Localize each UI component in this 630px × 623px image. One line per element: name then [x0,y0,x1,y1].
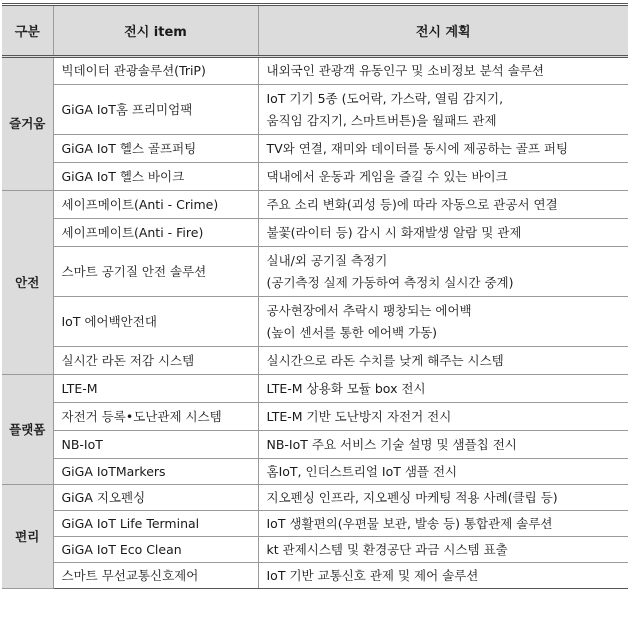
plan-cell: 주요 소리 변화(괴성 등)에 따라 자동으로 관공서 연결 [258,191,628,219]
item-cell: GiGA IoT Eco Clean [53,537,258,563]
item-cell: 스마트 무선교통신호제어 [53,563,258,589]
item-cell: GiGA IoT Life Terminal [53,511,258,537]
item-cell: GiGA IoT홈 프리미엄팩 [53,85,258,135]
table-row [2,297,628,347]
item-cell: 세이프메이트(Anti - Fire) [53,219,258,247]
table-row [2,375,628,403]
table-row [2,537,628,563]
plan-cell [258,247,628,297]
plan-cell: 실시간으로 라돈 수치를 낮게 해주는 시스템 [258,347,628,375]
table-row [2,459,628,485]
plan-cell: TV와 연결, 재미와 데이터를 동시에 제공하는 골프 퍼팅 [258,135,628,163]
table-row [2,485,628,511]
plan-cell: 홈IoT, 인더스트리얼 IoT 샘플 전시 [258,459,628,485]
item-cell: 스마트 공기질 안전 솔루션 [53,247,258,297]
table-row [2,57,628,85]
plan-cell: kt 관제시스템 및 환경공단 과금 시스템 표출 [258,537,628,563]
table-row [2,403,628,431]
plan-cell: IoT 기반 교통신호 관제 및 제어 솔루션 [258,563,628,589]
item-cell: 세이프메이트(Anti - Crime) [53,191,258,219]
item-cell: 실시간 라돈 저감 시스템 [53,347,258,375]
plan-cell: LTE-M 기반 도난방지 자전거 전시 [258,403,628,431]
plan-cell: 댁내에서 운동과 게임을 즐길 수 있는 바이크 [258,163,628,191]
item-cell: 자전거 등록•도난관제 시스템 [53,403,258,431]
table-header [2,5,628,57]
plan-line: 공사현장에서 추락시 팽창되는 에어백 [266,302,472,318]
table-row [2,431,628,459]
item-cell: NB-IoT [53,431,258,459]
header-plan: 전시 계획 [258,5,628,57]
table-row [2,511,628,537]
category-cell-fun: 즐거움 [2,57,53,191]
exhibition-plan-table [2,3,628,589]
item-cell: LTE-M [53,375,258,403]
item-cell: GiGA IoTMarkers [53,459,258,485]
table-row [2,219,628,247]
table-row [2,191,628,219]
plan-cell: 지오펜싱 인프라, 지오펜싱 마케팅 적용 사례(클립 등) [258,485,628,511]
table-row [2,163,628,191]
exhibition-plan-table-container [2,3,628,589]
plan-line: (공기측정 실제 가동하여 측정치 실시간 중계) [266,274,514,290]
category-cell-safety: 안전 [2,191,53,375]
plan-line: (높이 센서를 통한 에어백 가동) [266,324,438,340]
item-cell: GiGA IoT 헬스 바이크 [53,163,258,191]
table-row [2,347,628,375]
item-cell: GiGA 지오펜싱 [53,485,258,511]
table-body [2,57,628,589]
table-row [2,247,628,297]
plan-cell: 내외국인 관광객 유동인구 및 소비정보 분석 솔루션 [258,57,628,85]
table-row [2,563,628,589]
plan-cell: NB-IoT 주요 서비스 기술 설명 및 샘플칩 전시 [258,431,628,459]
plan-cell: IoT 생활편의(우편물 보관, 발송 등) 통합관제 솔루션 [258,511,628,537]
plan-cell: LTE-M 상용화 모듈 box 전시 [258,375,628,403]
item-cell: IoT 에어백안전대 [53,297,258,347]
category-cell-convenience: 편리 [2,485,53,589]
header-category: 구분 [2,5,53,57]
plan-line: 움직임 감지기, 스마트버튼)을 월패드 관제 [266,112,497,128]
plan-cell [258,297,628,347]
table-row [2,135,628,163]
plan-line: 실내/외 공기질 측정기 [266,252,388,268]
category-cell-platform: 플랫폼 [2,375,53,485]
item-cell: GiGA IoT 헬스 골프퍼팅 [53,135,258,163]
plan-cell: 불꽃(라이터 등) 감시 시 화재발생 알람 및 관제 [258,219,628,247]
item-cell: 빅데이터 관광솔루션(TriP) [53,57,258,85]
table-row [2,85,628,135]
plan-cell [258,85,628,135]
plan-line: IoT 기기 5종 (도어락, 가스락, 열림 감지기, [266,90,504,106]
header-item: 전시 item [53,5,258,57]
